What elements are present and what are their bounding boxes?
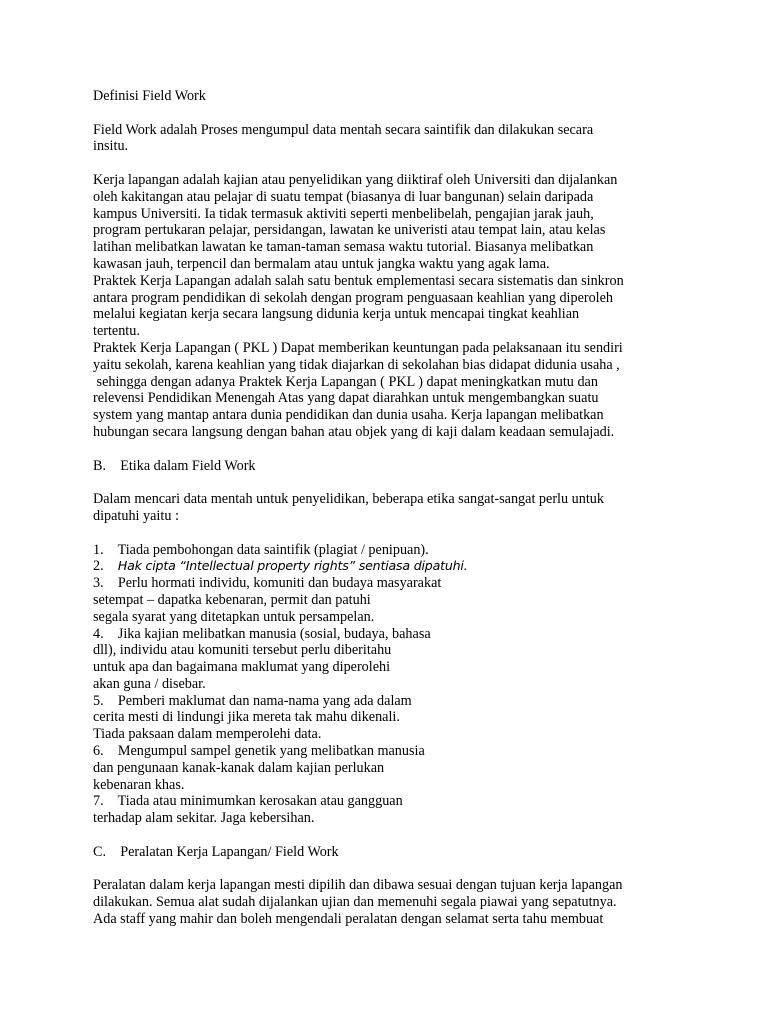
- ethics-item: terhadap alam sekitar. Jaga kebersihan.: [93, 810, 315, 827]
- spacer: [93, 525, 728, 542]
- body-line: system yang mantap antara dunia pendidikan dan dunia usaha. Kerja lapangan melibatkan: [93, 407, 604, 424]
- body-line: latihan melibatkan lawatan ke taman-taman semasa waktu tutorial. Biasanya melibatkan: [93, 239, 594, 256]
- body-line: yaitu sekolah, karena keahlian yang tidak diajarkan di sekolahan bias didapat didunia usaha ,: [93, 356, 620, 373]
- ethics-item: untuk apa dan bagaimana maklumat yang diperolehi: [93, 659, 391, 676]
- ethics-item: 7. Tiada atau minimumkan kerosakan atau gangguan: [93, 793, 403, 810]
- ethics-item: dan pengunaan kanak-kanak dalam kajian perlukan: [93, 759, 385, 776]
- ethics-item: kebenaran khas.: [93, 776, 185, 793]
- body-line: Kerja lapangan adalah kajian atau penyelidikan yang diiktiraf oleh Universiti dan dijalankan: [93, 171, 618, 188]
- body-line: kawasan jauh, terpencil dan bermalam atau untuk jangka waktu yang agak lama.: [93, 255, 550, 272]
- body-line: sehingga dengan adanya Praktek Kerja Lapangan ( PKL ) dapat meningkatkan mutu dan: [93, 373, 598, 390]
- document-title: Definisi Field Work: [93, 88, 206, 104]
- body-line: hubungan secara langsung dengan bahan atau objek yang di kaji dalam keadaan semulajadi.: [93, 423, 615, 440]
- ethics-item: segala syarat yang ditetapkan untuk persampelan.: [93, 608, 375, 625]
- ethics-item: akan guna / disebar.: [93, 675, 206, 692]
- ethics-item-2: [93, 558, 728, 575]
- body-line: melalui kegiatan kerja secara langsung didunia kerja untuk mencapai tingkat keahlian: [93, 306, 580, 323]
- ethics-item-text: Hak cipta “Intellectual property rights” sentiasa dipatuhi.: [117, 558, 468, 574]
- spacer: [93, 861, 728, 878]
- spacer: [93, 827, 728, 844]
- body-line: Praktek Kerja Lapangan ( PKL ) Dapat memberikan keuntungan pada pelaksanaan itu sendiri: [93, 339, 623, 356]
- intro-line: insitu.: [93, 138, 129, 155]
- body-line: kampus Universiti. Ia tidak termasuk aktiviti seperti menbelibelah, pengajian jarak jauh,: [93, 205, 594, 222]
- ethics-item: 5. Pemberi maklumat dan nama-nama yang ada dalam: [93, 692, 412, 709]
- ethics-item: 1. Tiada pembohongan data saintifik (plagiat / penipuan).: [93, 541, 429, 558]
- body-line: tertentu.: [93, 323, 140, 340]
- section-b-intro-line: dipatuhi yaitu :: [93, 507, 179, 524]
- intro-line: Field Work adalah Proses mengumpul data mentah secara saintifik dan dilakukan secara: [93, 121, 594, 138]
- spacer: [93, 105, 728, 122]
- body-line: antara program pendidikan di sekolah dengan program penguasaan keahlian yang diperoleh: [93, 289, 614, 306]
- ethics-item: setempat – dapatka kebenaran, permit dan patuhi: [93, 591, 371, 608]
- body-line: Praktek Kerja Lapangan adalah salah satu bentuk emplementasi secara sistematis dan sinkron: [93, 272, 624, 289]
- section-c-line: Ada staff yang mahir dan boleh mengendali peralatan dengan selamat serta tahu membuat: [93, 911, 604, 928]
- body-line: program pertukaran pelajar, persidangan, lawatan ke univeristi atau tempat lain, atau kelas: [93, 222, 606, 239]
- ethics-item: 6. Mengumpul sampel genetik yang melibatkan manusia: [93, 743, 425, 760]
- spacer: [93, 474, 728, 491]
- ethics-item: Tiada paksaan dalam memperolehi data.: [93, 726, 322, 743]
- section-b-heading: B. Etika dalam Field Work: [93, 457, 256, 474]
- spacer: [93, 155, 728, 172]
- ethics-item: 3. Perlu hormati individu, komuniti dan budaya masyarakat: [93, 575, 442, 592]
- spacer: [93, 441, 728, 458]
- ethics-item: 4. Jika kajian melibatkan manusia (sosial, budaya, bahasa: [93, 625, 431, 642]
- section-c-line: Peralatan dalam kerja lapangan mesti dipilih dan dibawa sesuai dengan tujuan kerja lapangan: [93, 877, 623, 894]
- ethics-item: cerita mesti di lindungi jika mereta tak mahu dikenali.: [93, 709, 400, 726]
- body-line: relevensi Pendidikan Menengah Atas yang dapat diarahkan untuk mengembangkan suatu: [93, 390, 599, 407]
- section-c-line: dilakukan. Semua alat sudah dijalankan ujian dan memenuhi segala piawai yang sepatutnya.: [93, 894, 617, 911]
- ethics-item-number: 2.: [93, 558, 118, 575]
- section-c-heading: C. Peralatan Kerja Lapangan/ Field Work: [93, 843, 339, 860]
- body-line: oleh kakitangan atau pelajar di suatu tempat (biasanya di luar bangunan) selain daripada: [93, 188, 594, 205]
- ethics-item: dll), individu atau komuniti tersebut perlu diberitahu: [93, 642, 392, 659]
- section-b-intro-line: Dalam mencari data mentah untuk penyelidikan, beberapa etika sangat-sangat perlu untuk: [93, 491, 604, 508]
